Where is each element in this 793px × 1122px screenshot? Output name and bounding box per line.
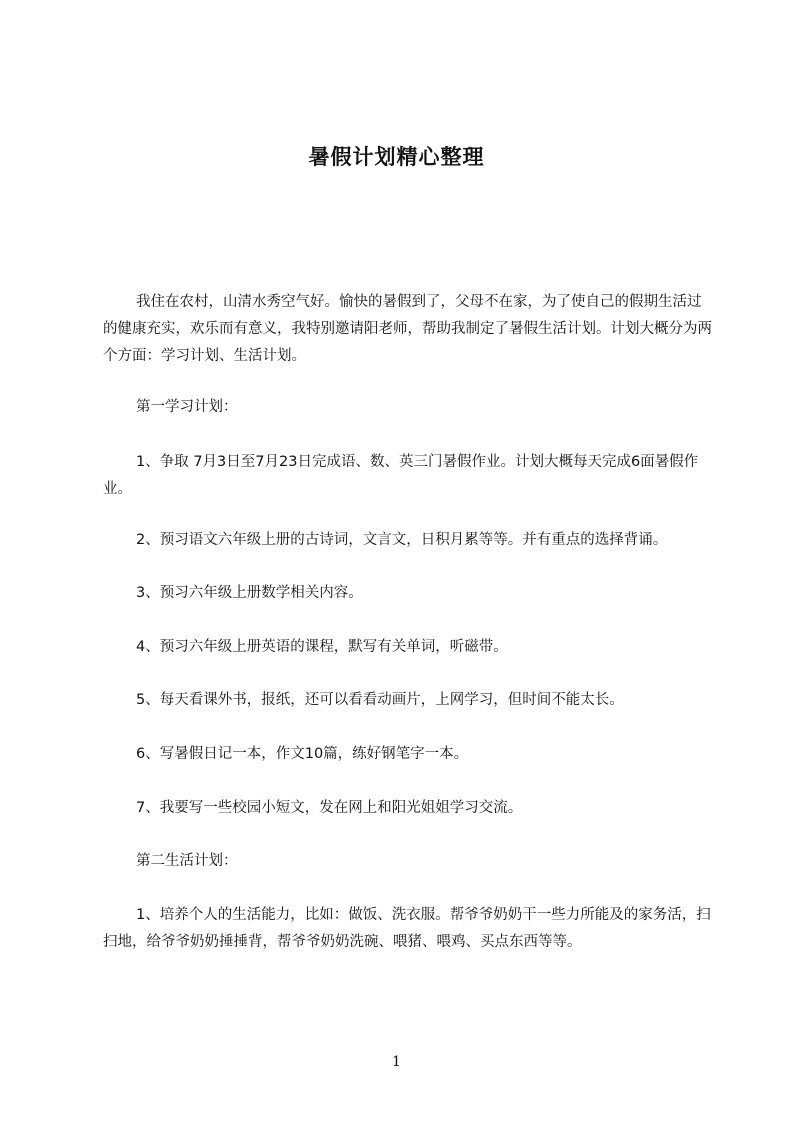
study-item-1: 1、争取 7月3日至7月23日完成语、数、英三门暑假作业。计划大概每天完成6面暑假作业。: [103, 454, 699, 497]
study-item-4: 4、预习六年级上册英语的课程，默写有关单词，听磁带。: [136, 639, 508, 655]
life-item-1: 1、培养个人的生活能力，比如：做饭、洗衣服。帮爷爷奶奶干一些力所能及的家务活，扫扫地，给爷爷奶奶捶捶背，帮爷爷奶奶洗碗、喂猪、喂鸡、买点东西等等。: [103, 907, 711, 950]
intro-paragraph: 我住在农村，山清水秀空气好。愉快的暑假到了，父母不在家，为了使自己的假期生活过的健康充实，欢乐而有意义，我特别邀请阳老师，帮助我制定了暑假生活计划。计划大概分为两个方面：学习计划、生活计划。: [103, 294, 712, 364]
study-item-2: 2、预习语文六年级上册的古诗词，文言文，日积月累等等。并有重点的选择背诵。: [136, 532, 668, 548]
section-heading-study: 第一学习计划：: [136, 399, 238, 415]
section-heading-life: 第二生活计划：: [136, 853, 238, 869]
document-title: 暑假计划精心整理: [308, 145, 485, 169]
study-item-3: 3、预习六年级上册数学相关内容。: [136, 585, 363, 601]
study-item-5: 5、每天看课外书，报纸，还可以看看动画片，上网学习，但时间不能太长。: [136, 692, 624, 708]
study-item-7: 7、我要写一些校园小短文，发在网上和阳光姐姐学习交流。: [136, 800, 523, 816]
study-item-6: 6、写暑假日记一本，作文10篇，练好钢笔字一本。: [136, 746, 469, 762]
page-number: 1: [392, 1054, 401, 1070]
